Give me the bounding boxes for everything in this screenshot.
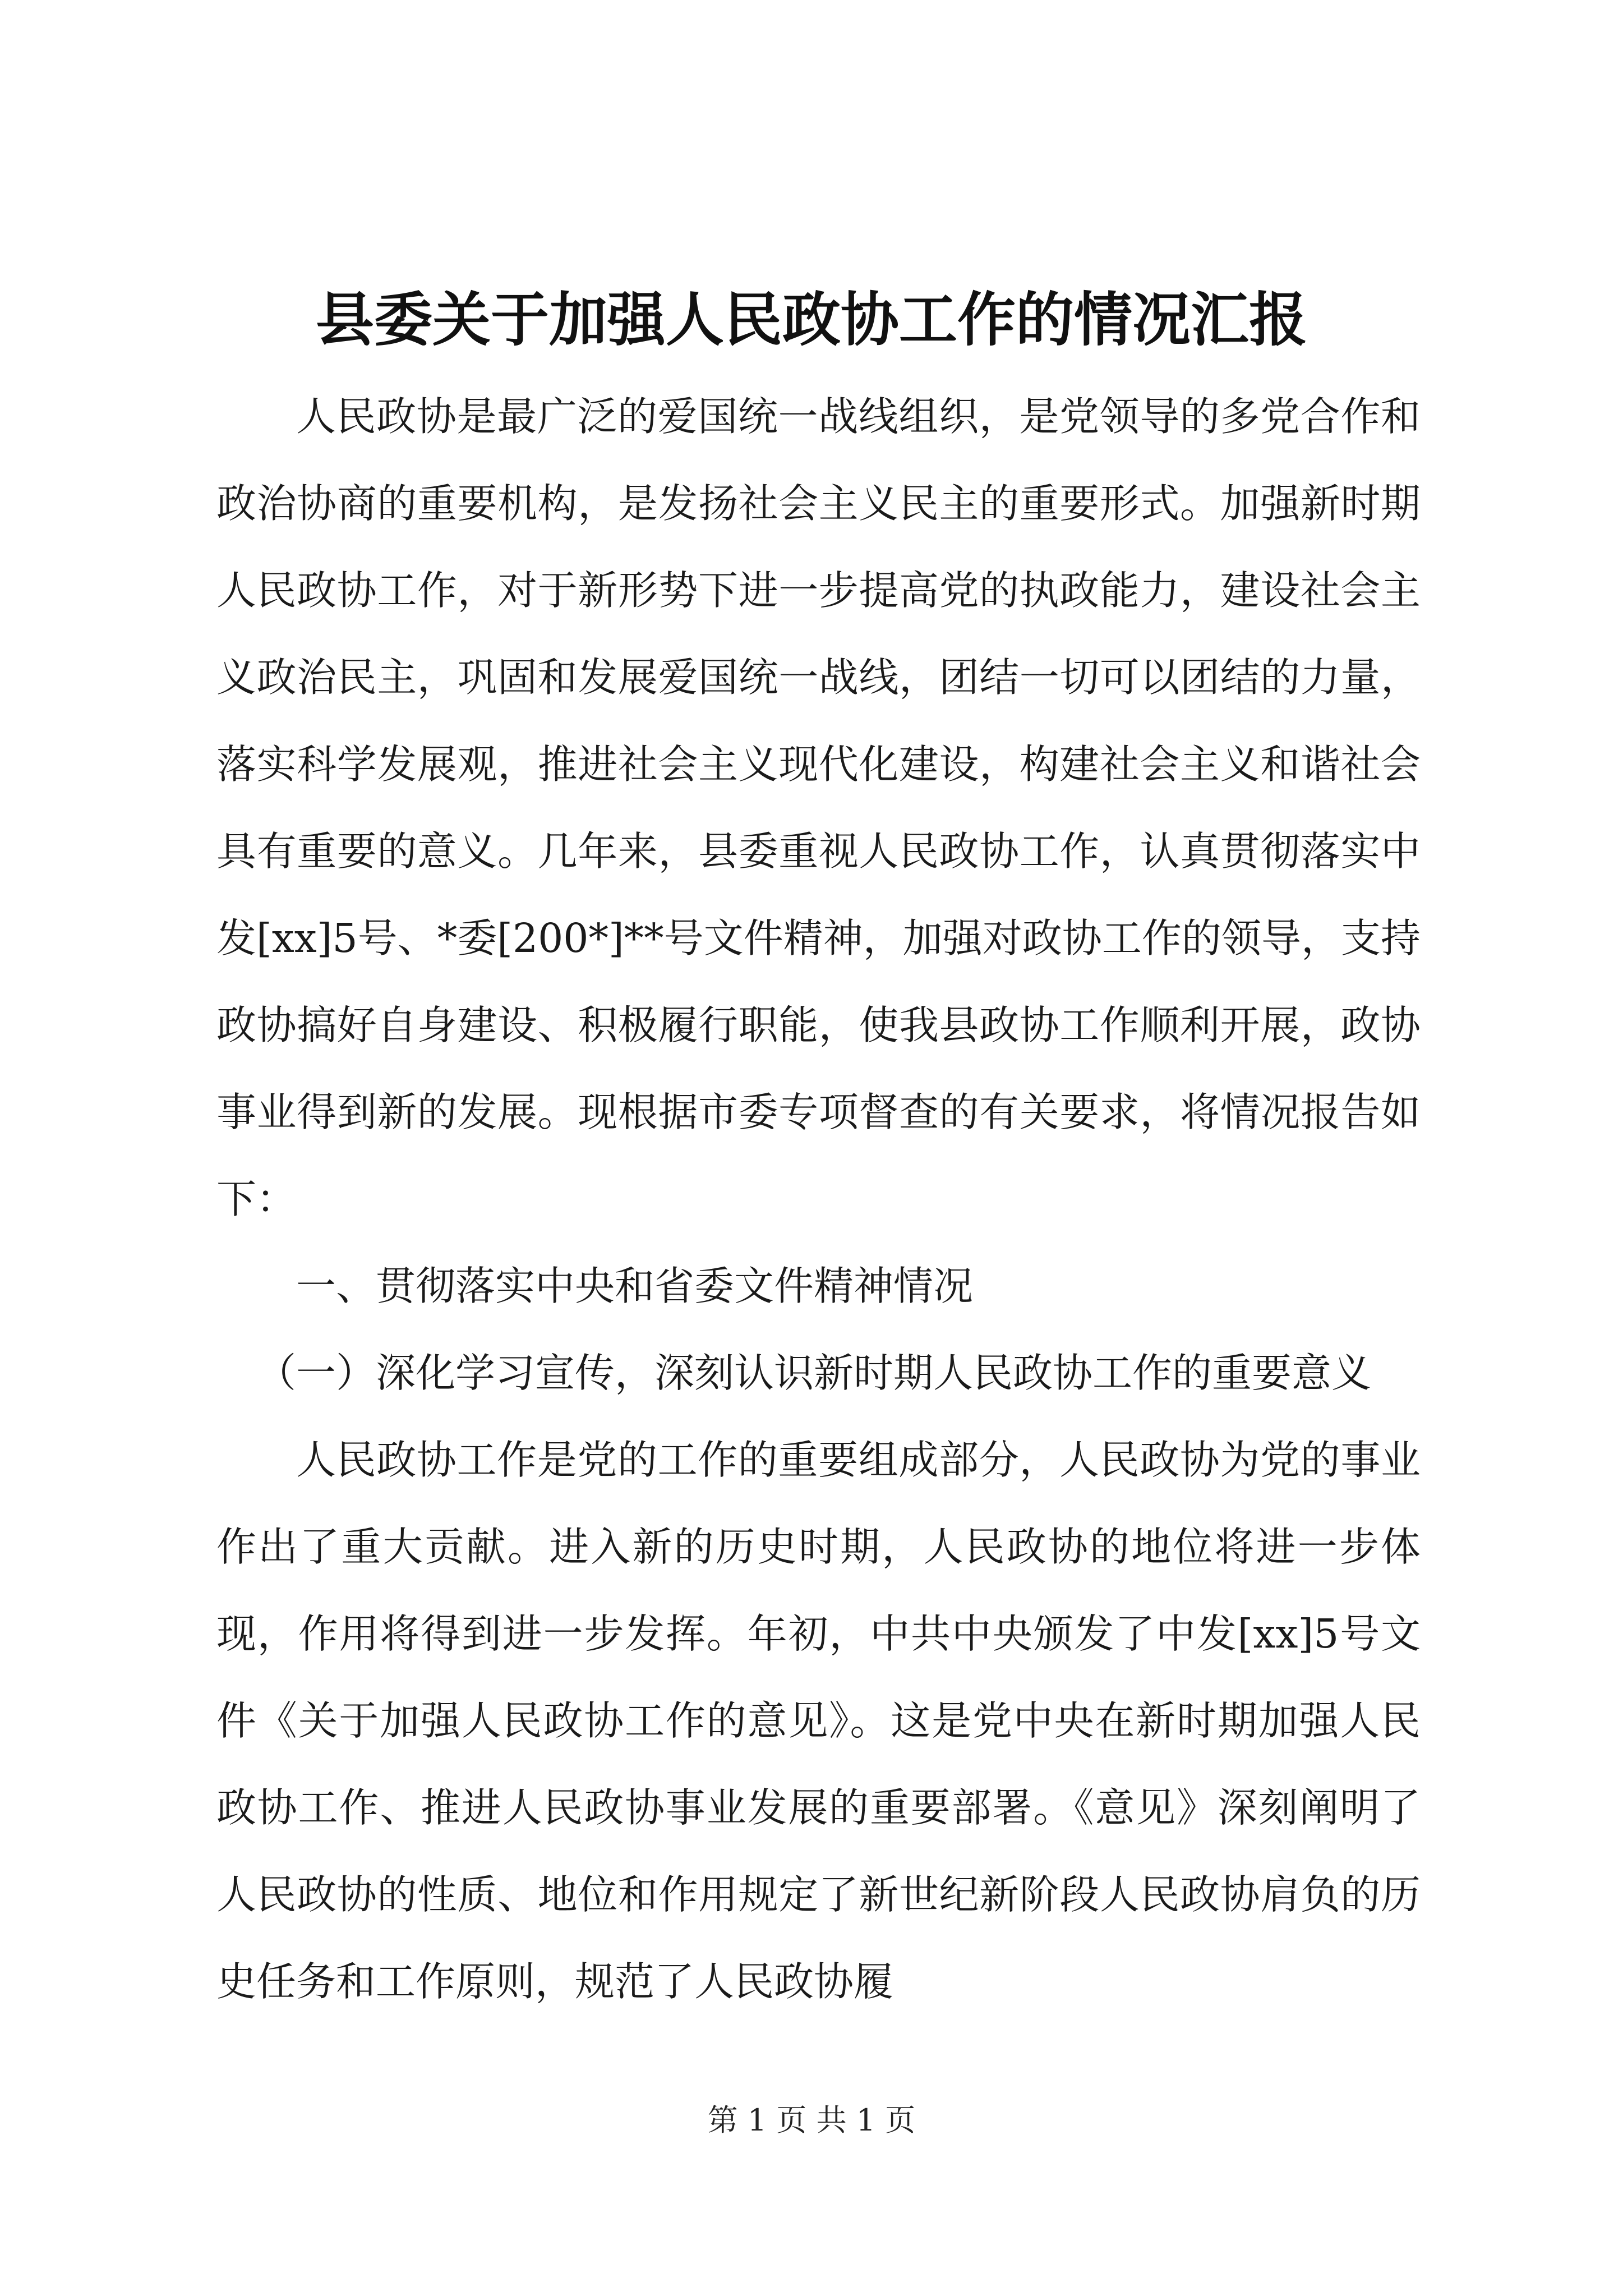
subsection-heading: （一）深化学习宣传，深刻认识新时期人民政协工作的重要意义	[256, 1350, 1372, 1396]
intro-paragraph: 人民政协是最广泛的爱国统一战线组织，是党领导的多党合作和政治协商的重要机构，是发扬社会主义民主的重要形式。加强新时期人民政协工作，对于新形势下进一步提高党的执政能力，建设社会主义政治民主，巩固和发展爱国统一战线，团结一切可以团结的力量，落实科学发展观，推进社会主义现代化建设，构建社会主义和谐社会具有重要的意义。几年来，县委重视人民政协工作，认真贯彻落实中发[xx]5号、*委[200*]**号文件精神，加强对政协工作的领导，支持政协搞好自身建设、积极履行职能，使我县政协工作顺利开展，政协事业得到新的发展。现根据市委专项督查的有关要求，将情况报告如下：	[216, 393, 1421, 1222]
page-number-footer: 第 1 页 共 1 页	[707, 2102, 916, 2138]
document-title: 县委关于加强人民政协工作的情况汇报	[315, 285, 1307, 354]
document-body	[216, 373, 1421, 2025]
body-paragraph: 人民政协工作是党的工作的重要组成部分，人民政协为党的事业作出了重大贡献。进入新的历史时期，人民政协的地位将进一步体现，作用将得到进一步发挥。年初，中共中央颁发了中发[xx]5号文件《关于加强人民政协工作的意见》。这是党中央在新时期加强人民政协工作、推进人民政协事业发展的重要部署。《意见》深刻阐明了人民政协的性质、地位和作用规定了新世纪新阶段人民政协肩负的历史任务和工作原则，规范了人民政协履	[216, 1437, 1421, 2005]
section-heading: 一、贯彻落实中央和省委文件精神情况	[296, 1263, 974, 1309]
